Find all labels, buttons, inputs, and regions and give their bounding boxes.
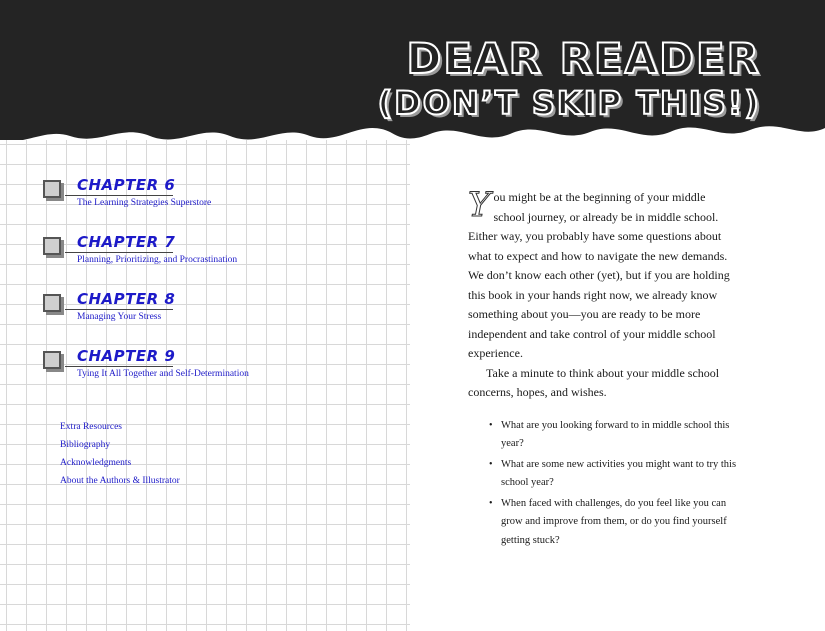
- question-item: • What are some new activities you might want to try this school year?: [501, 456, 737, 493]
- checkbox-icon[interactable]: [43, 294, 61, 312]
- toc-extra-link[interactable]: Acknowledgments: [60, 458, 132, 468]
- chapter-underline: [65, 309, 173, 310]
- toc-extra-link[interactable]: About the Authors & Illustrator: [60, 476, 180, 486]
- question-list: [468, 417, 737, 551]
- intro-article: [468, 185, 737, 552]
- chapter-title[interactable]: CHAPTER 8: [77, 290, 176, 308]
- chapter-underline: [65, 195, 173, 196]
- chapter-subtitle[interactable]: Managing Your Stress: [77, 312, 162, 322]
- drop-cap: Y: [468, 185, 491, 225]
- toc-chapter-9[interactable]: [43, 347, 383, 391]
- intro-paragraph: [468, 185, 736, 364]
- question-item: • What are you looking forward to in middle school this year?: [501, 417, 737, 454]
- page-title: DEAR READER: [406, 34, 761, 83]
- header-banner: [0, 0, 825, 160]
- checkbox-icon[interactable]: [43, 351, 61, 369]
- page-subtitle: (DON’T SKIP THIS!): [377, 84, 761, 122]
- chapter-subtitle[interactable]: Tying It All Together and Self-Determination: [77, 369, 249, 379]
- chapter-title[interactable]: CHAPTER 6: [77, 176, 176, 194]
- intro-paragraph-text: ou might be at the beginning of your middle school journey, or already be in middle school. Either way, you probably have some questions about what to expect and how to navigate the new demands. We don’t know each other (yet), but if you are holding this book in your hands right now, we already know something about you—you are ready to be more independent and take control of your middle school experience.: [468, 190, 730, 360]
- toc-chapter-7[interactable]: [43, 233, 383, 277]
- chapter-underline: [65, 366, 173, 367]
- second-paragraph: Take a minute to think about your middle school concerns, hopes, and wishes.: [468, 365, 720, 399]
- chapter-subtitle[interactable]: Planning, Prioritizing, and Procrastination: [77, 255, 238, 265]
- toc-extras-list: [60, 420, 180, 492]
- chapter-title[interactable]: CHAPTER 9: [77, 347, 176, 365]
- checkbox-icon[interactable]: [43, 237, 61, 255]
- question-item: • When faced with challenges, do you feel like you can grow and improve from them, or do you find yourself getting stuck?: [501, 495, 737, 551]
- toc-extra-link[interactable]: Extra Resources: [60, 422, 122, 432]
- toc-extra-link[interactable]: Bibliography: [60, 440, 111, 450]
- chapter-subtitle[interactable]: The Learning Strategies Superstore: [77, 198, 212, 208]
- chapter-title[interactable]: CHAPTER 7: [77, 233, 176, 251]
- chapter-underline: [65, 252, 173, 253]
- toc-chapter-6[interactable]: [43, 176, 383, 220]
- checkbox-icon[interactable]: [43, 180, 61, 198]
- toc-chapter-8[interactable]: [43, 290, 383, 334]
